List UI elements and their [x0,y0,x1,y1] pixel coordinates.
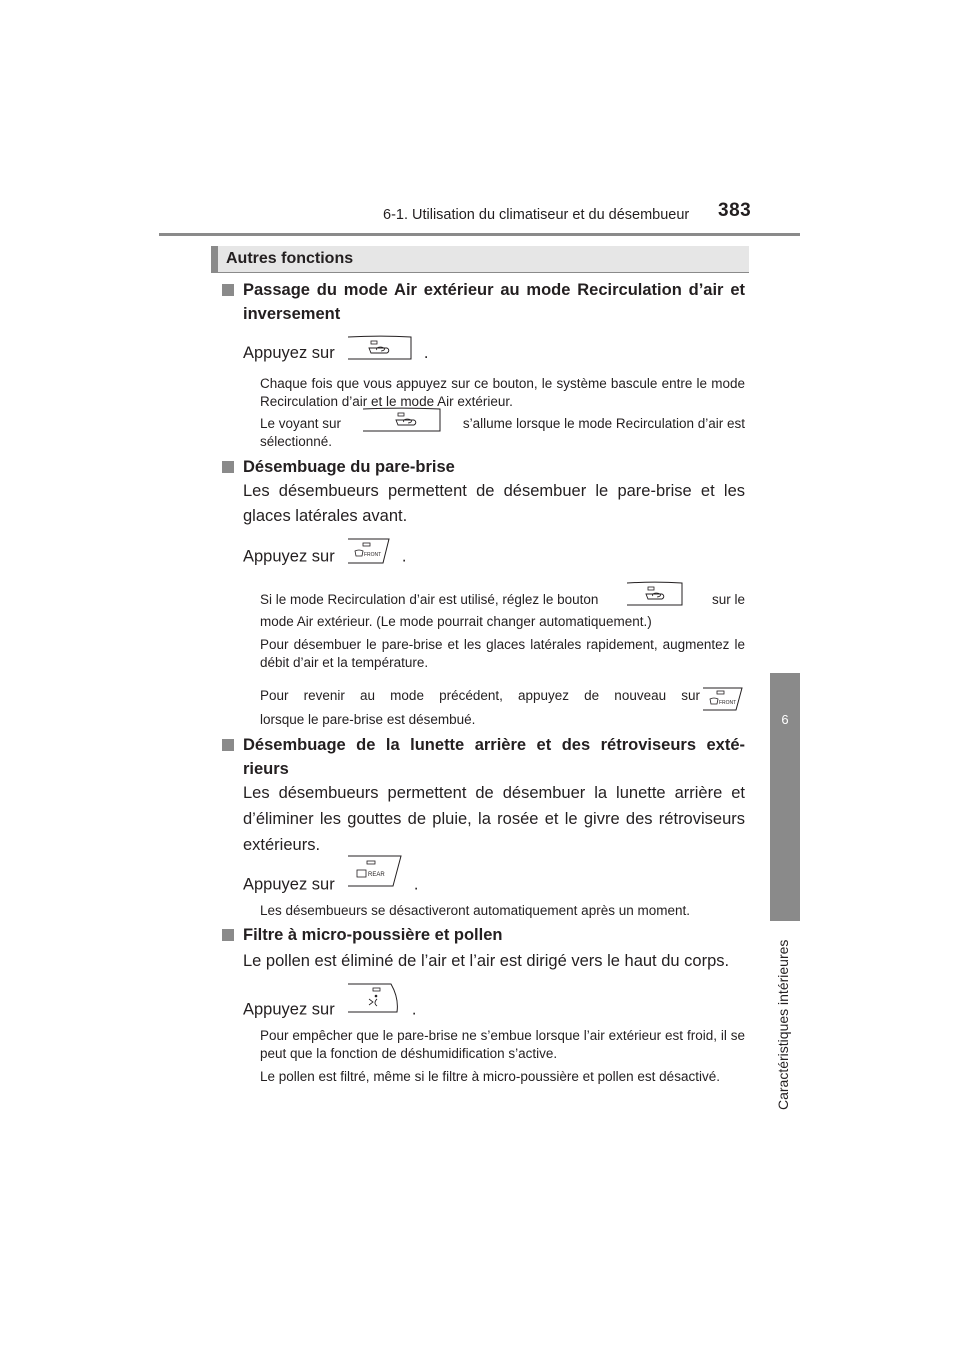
note-return-mode: Pour revenir au mode précédent, appuyez de nouveau sur [260,688,700,703]
recirculation-button-icon [347,335,413,361]
item-heading-recirculation [243,278,745,326]
heading-line: rieurs [243,760,289,778]
note-dehumidification: Pour empêcher que le pare-brise ne s’embue lorsque l’air extérieur est froid, il se peut que la fonction de déshumidification s’active. [260,1028,745,1061]
press-instruction [243,994,745,1026]
bullet-square-icon [222,739,234,751]
note-prefix: Si le mode Recirculation d’air est utilisé, réglez le bouton [260,592,599,607]
press-prefix: Appuyez sur [243,344,335,362]
rear-defogger-description: Les désembueurs permettent de désembuer la lunette arrière et d’éliminer les gouttes de pluie, la rosée et le givre des rétroviseurs extérieurs. [243,784,745,854]
section-title-bar [211,246,749,272]
note-recirculation-adjust [260,591,745,609]
note-line: mode Air extérieur. (Le mode pourrait changer automatiquement.) [260,614,652,629]
heading-line: inversement [243,305,341,323]
running-header-section: 6-1. Utilisation du climatiseur et du désembueur [383,207,690,223]
note-pollen-filtered: Le pollen est filtré, même si le filtre à micro-poussière et pollen est désactivé. [260,1069,720,1084]
press-suffix: . [423,344,429,362]
chapter-number: 6 [781,712,789,727]
pollen-description: Le pollen est éliminé de l’air et l’air est dirigé vers le haut du corps. [243,952,730,970]
bullet-square-icon [222,461,234,473]
section-title: Autres fonctions [226,250,354,267]
note-suffix: s’allume lorsque le mode Recirculation d’air est [462,416,745,431]
page-number: 383 [718,200,752,221]
item-heading-rear-defogger [243,733,745,781]
press-suffix: . [411,1000,417,1019]
chapter-title: Caractéristiques intérieures [775,939,791,1110]
note-prefix: Le voyant sur [260,416,342,431]
press-suffix: . [413,875,419,894]
note-suffix: sur le [711,592,745,607]
bullet-square-icon [222,929,234,941]
heading-line: Passage du mode Air extérieur au mode Recirculation d’air et [243,281,745,299]
heading-line: Désembuage du pare-brise [243,458,455,476]
section-underline [211,272,749,273]
note-quick-defog: Pour désembuer le pare-brise et les glaces latérales rapidement, augmentez le débit d’air et la température. [260,637,745,670]
front-label: FRONT [719,700,737,706]
front-defroster-button-icon [347,537,391,565]
windshield-description: Les désembueurs permettent de désembuer le pare-brise et les glaces latérales avant. [243,482,745,525]
recirculation-button-icon [626,581,684,609]
press-prefix: Appuyez sur [243,547,335,566]
note-recirculation-toggle: Chaque fois que vous appuyez sur ce bouton, le système bascule entre le mode Recirculation d’air et le mode Air extérieur. [260,376,745,409]
pollen-filter-button-icon [347,982,401,1014]
rear-label: REAR [368,872,385,878]
header-rule [159,233,800,236]
item-heading-windshield [243,455,745,479]
item-heading-pollen-filter [243,923,745,947]
recirculation-button-icon [362,407,442,433]
press-instruction [243,340,745,367]
rear-defogger-button-icon [347,854,403,888]
press-instruction [243,543,745,571]
bullet-square-icon [222,284,234,296]
heading-line: Filtre à micro-poussière et pollen [243,926,503,944]
note-line: lorsque le pare-brise est désembué. [260,712,476,727]
front-defroster-button-icon [702,686,744,712]
press-suffix: . [401,547,407,566]
note-indicator-line [260,415,745,433]
note-line: sélectionné. [260,434,333,449]
press-instruction [243,868,745,902]
heading-line: Désembuage de la lunette arrière et des rétroviseurs exté- [243,736,745,754]
note-auto-off: Les désembueurs se désactiveront automatiquement après un moment. [260,903,690,918]
front-label: FRONT [364,552,382,558]
press-prefix: Appuyez sur [243,1000,335,1019]
press-prefix: Appuyez sur [243,875,335,894]
section-accent [211,246,218,272]
